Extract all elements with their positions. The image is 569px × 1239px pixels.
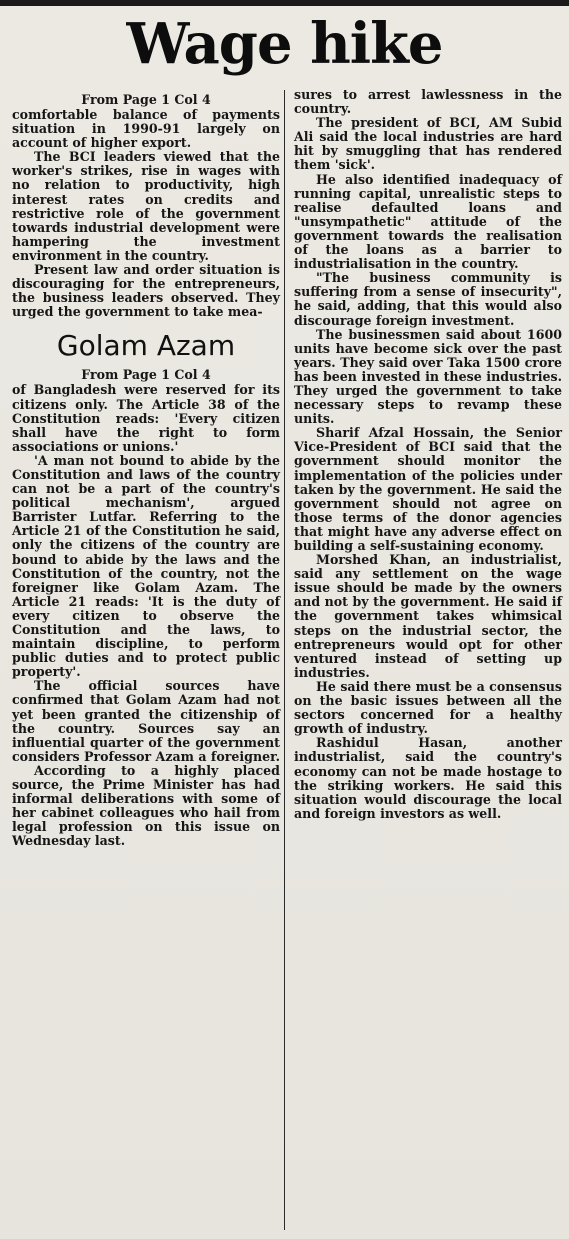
- paragraph: comfortable balance of payments situation in 1990-91 largely on account of higher export.: [12, 107, 280, 151]
- jump-line: From Page 1 Col 4: [81, 367, 211, 383]
- paragraph: The BCI leaders viewed that the worker's strikes, rise in wages with no relation to productivity, high interest rates on credits and restrictive role of the government towards industrial development were hampering the investment environment in the country.: [12, 149, 280, 263]
- paragraph: "The business community is suffering from a sense of insecurity", he said, adding, that this would also discourage foreign investment.: [294, 270, 562, 328]
- paragraph: Rashidul Hasan, another industrialist, said the country's economy can not be made hostage to the striking workers. He said this situation would discourage the local and foreign investors as well.: [294, 735, 562, 821]
- right-column: [294, 88, 562, 821]
- paragraph: Present law and order situation is discouraging for the entrepreneurs, the business leaders observed. They urged the government to take mea-: [12, 262, 280, 320]
- paragraph: Sharif Afzal Hossain, the Senior Vice-President of BCI said that the government should monitor the implementation of the policies under taken by the government. He said the government should not agree on those terms of the donor agencies that might have any adverse effect on building a self-sustaining economy.: [294, 425, 562, 553]
- column-divider: [284, 90, 285, 1230]
- paragraph: The official sources have confirmed that Golam Azam had not yet been granted the citizenship of the country. Sources say an influential quarter of the government considers Professor Azam a foreigner.: [12, 678, 280, 764]
- paragraph: The businessmen said about 1600 units have become sick over the past years. They said over Taka 1500 crore has been invested in these industries. They urged the government to take necessary steps to revamp these units.: [294, 326, 562, 427]
- paragraph: of Bangladesh were reserved for its citizens only. The Article 38 of the Constitution reads: 'Every citizen shall have the right to form associations or unions.': [12, 382, 280, 454]
- paragraph: He also identified inadequacy of running capital, unrealistic steps to realise defaulted loans and "unsympathetic" attitude of the government towards the realisation of the loans as a barrier to industrialisation in the country.: [294, 171, 562, 272]
- paragraph: According to a highly placed source, the Prime Minister has had informal deliberations with some of her cabinet colleagues who hail from legal profession on this issue on Wednesday last.: [12, 762, 280, 849]
- paragraph: sures to arrest lawlessness in the country.: [294, 87, 562, 117]
- headline: Wage hike: [126, 11, 443, 77]
- story-title: Golam Azam: [56, 329, 236, 363]
- top-rule: [0, 0, 569, 6]
- paragraph: The president of BCI, AM Subid Ali said the local industries are hard hit by smuggling that has rendered them 'sick'.: [294, 115, 562, 173]
- paragraph: 'A man not bound to abide by the Constitution and laws of the country can not be a part of the country's political mechanism', argued Barrister Lutfar. Referring to the Article 21 of the Constitution he said, only the citizens of the country are bound to abide by the laws and the Constitution of the country, not the foreigner like Golam Azam. The Article 21 reads: 'It is the duty of every citizen to observe the Constitution and the laws, to maintain discipline, to perform public duties and to protect public property'.: [12, 452, 280, 680]
- jump-line: From Page 1 Col 4: [81, 92, 211, 107]
- paragraph: Morshed Khan, an industrialist, said any settlement on the wage issue should be made by the owners and not by the government. He said if the government takes whimsical steps on the industrial sector, the entrepreneurs would opt for other ventured instead of setting up industries.: [294, 552, 562, 680]
- left-column: [12, 88, 280, 849]
- paragraph: He said there must be a consensus on the basic issues between all the sectors concerned for a healthy growth of industry.: [294, 678, 562, 737]
